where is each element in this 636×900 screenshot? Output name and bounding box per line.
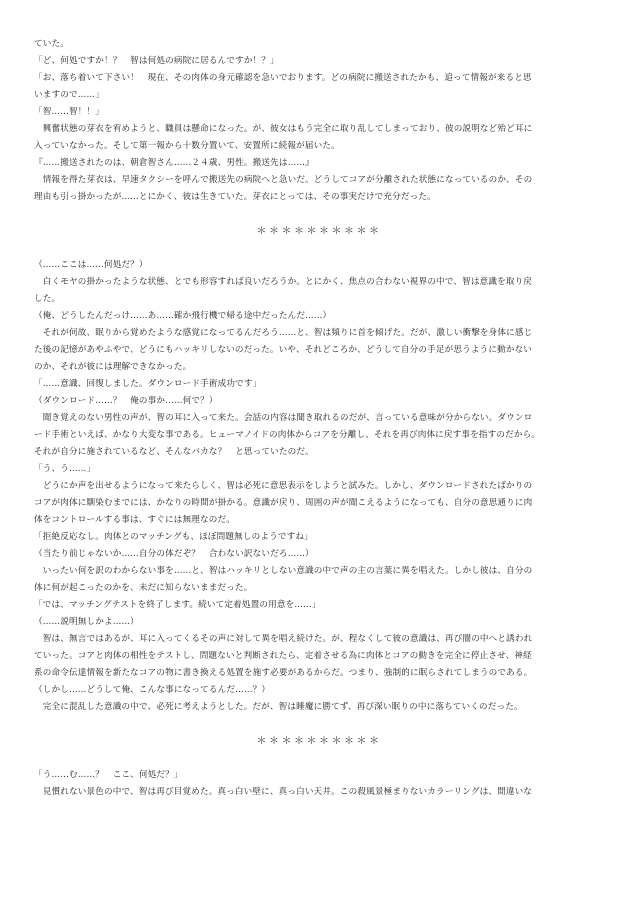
text-line: 興奮状態の芽衣を宥めようと、職員は懸命になった。が、彼女はもう完全に取り乱してしまっており、彼の説明など殆ど耳に — [34, 124, 533, 134]
text-line: （ダウンロード……？ 俺の事か……何で？） — [34, 396, 218, 406]
text-line: 「では、マッチングテストを終了します。続いて定着処置の用意を……」 — [34, 600, 321, 610]
text-line: 「ど、何処ですか！？ 智は何処の病院に居るんですか！？」 — [34, 56, 279, 66]
section-separator: ＊＊＊＊＊＊＊＊＊＊ — [256, 736, 382, 747]
text-line: 体をコントロールする事は、すぐには無理なのだ。 — [34, 515, 235, 525]
text-line: （しかし……どうして俺、こんな事になってるんだ……？） — [34, 685, 271, 695]
text-line: どうにか声を出せるようになって来たらしく、智は必死に意思表示をしようと試みた。しかし、ダウンロードされたばかりの — [34, 481, 533, 491]
text-line: （……説明無しかよ……） — [34, 617, 139, 627]
text-line: 情報を得た芽衣は、早速タクシーを呼んで搬送先の病院へと急いだ。どうしてコアが分離された状態になっているのか、その — [34, 175, 533, 185]
section-separator: ＊＊＊＊＊＊＊＊＊＊ — [256, 226, 382, 237]
text-line: コアが肉体に馴染むまでには、かなりの時間が掛かる。意識が戻り、周囲の声が聞こえるようになっても、自分の意思通りに肉 — [34, 498, 533, 508]
text-line: （俺、どうしたんだっけ……あ……確か飛行機で帰る途中だったんだ……） — [34, 311, 332, 321]
text-line: 系の命令伝達情報を新たなコアの物に書き換える処置を施す必要があるからだ。つまり、強制的に眠らされてしまうのである。 — [34, 668, 533, 678]
document-page — [34, 36, 604, 801]
blank-line — [34, 716, 604, 733]
text-line: 入っていなかった。そして第一報から十数分置いて、安置所に続報が届いた。 — [34, 141, 340, 151]
text-line: 完全に混乱した意識の中で、必死に考えようとした。だが、智は睡魔に勝てず、再び深い眠りの中に落ちていくのだった。 — [34, 702, 523, 712]
section-part1 — [34, 36, 604, 206]
text-line: 「拒絶反応なし。肉体とのマッチングも、ほぼ問題無しのようですね」 — [34, 532, 313, 542]
text-line: 『……搬送されたのは、朝倉智さん……２４歳、男性。搬送先は……』 — [34, 158, 314, 168]
text-line: ード手術といえば、かなり大変な事である。ヒューマノイドの肉体からコアを分離し、それを再び肉体に戻す事を指すのだから。 — [34, 430, 541, 440]
text-line: 理由も引っ掛かったが……とにかく、彼は生きていた。芽衣にとっては、その事実だけで充分だった。 — [34, 192, 436, 202]
text-line: 見慣れない景色の中で、智は再び目覚めた。真っ白い壁に、真っ白い天井。この殺風景極まりないカラーリングは、間違いな — [34, 787, 533, 797]
text-line: それが自分に施されているなど、そんなバカな？ と思っていたのだ。 — [34, 447, 314, 457]
text-line: 「智……智！！」 — [34, 107, 104, 117]
text-line: 聞き覚えのない男性の声が、智の耳に入って来た。会話の内容は聞き取れるのだが、言っている意味が分からない。ダウンロ — [34, 413, 533, 423]
text-line: （……ここは……何処だ？） — [34, 260, 148, 270]
text-line: （当たり前じゃないか……自分の体だぞ？ 合わない訳ないだろ……） — [34, 549, 314, 559]
section-part3 — [34, 767, 604, 801]
text-line: 「う……む……？ ここ、何処だ？」 — [34, 770, 183, 780]
text-line: 体に何が起こったのかを、未だに知らないままだった。 — [34, 583, 253, 593]
blank-line — [34, 240, 604, 257]
text-line: 白くモヤの掛かったような状態、とでも形容すれば良いだろうか。とにかく、焦点の合わない視界の中で、智は意識を取り戻 — [34, 277, 533, 287]
text-line: ていた。 — [34, 39, 69, 49]
text-line: いったい何を訳のわからない事を……と、智はハッキリとしない意識の中で声の主の言葉に異を唱えた。しかし彼は、自分の — [34, 566, 533, 576]
text-line: 「……意識、回復しました。ダウンロード手術成功です」 — [34, 379, 262, 389]
text-line: した。 — [34, 294, 61, 304]
text-line: のか、それが彼には理解できなかった。 — [34, 362, 192, 372]
blank-line — [34, 206, 604, 223]
text-line: それが何故、眠りから覚めたような感覚になってるんだろう……と、智は頻りに首を傾げた。だが、激しい衝撃を身体に感じ — [34, 328, 533, 338]
text-line: 「う、う……」 — [34, 464, 96, 474]
text-line: 智は、無言ではあるが、耳に入ってくるその声に対して異を唱え続けた。が、程なくして彼の意識は、再び闇の中へと誘われ — [34, 634, 533, 644]
blank-line — [34, 750, 604, 767]
text-line: た後の記憶があやふやで、どうにもハッキリしないのだった。いや、それどころか、どうして自分の手足が思うように動かない — [34, 345, 533, 355]
section-part2 — [34, 257, 604, 716]
text-line: ていった。コアと肉体の相性をテストし、問題ないと判断されたら、定着させる為に肉体とコアの動きを完全に停止させ、神経 — [34, 651, 532, 661]
text-line: いますので……」 — [34, 90, 104, 100]
text-line: 「お、落ち着いて下さい！ 現在、その肉体の身元確認を急いでおります。どの病院に搬送されたかも、追って情報が来ると思 — [34, 73, 532, 83]
